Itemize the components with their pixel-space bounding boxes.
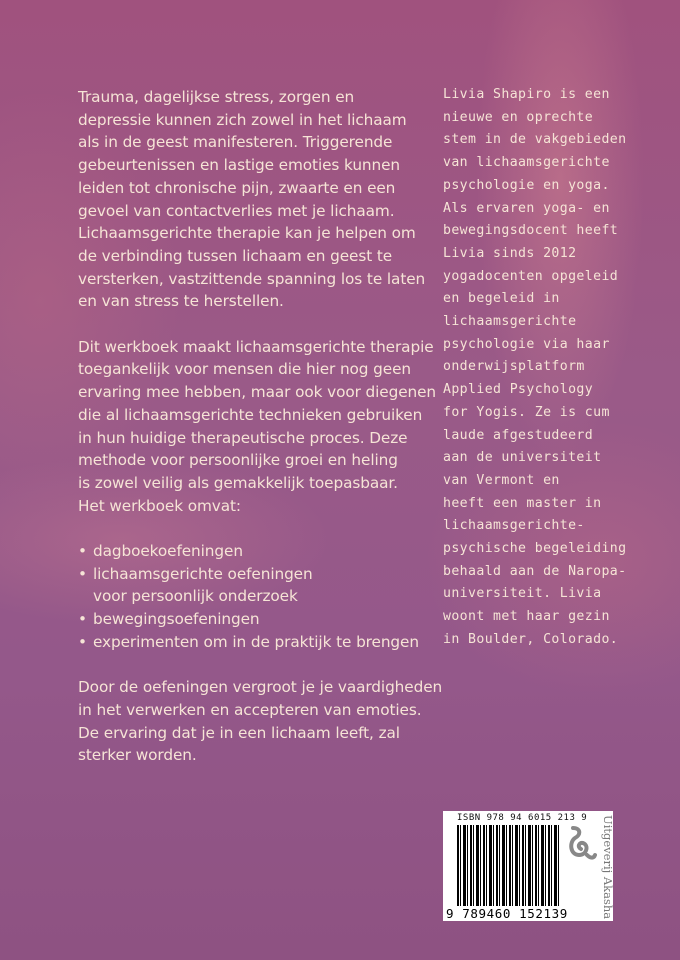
text-line: lichaamsgerichte <box>443 314 577 330</box>
text-line: universiteit. Livia <box>443 586 602 602</box>
text-line: in hun huidige therapeutische proces. Deze <box>78 428 408 447</box>
text-line: ervaring mee hebben, maar ook voor diegenen <box>78 383 437 402</box>
text-line: Dit werkboek maakt lichaamsgerichte therapie <box>78 337 434 356</box>
list-item <box>78 631 438 654</box>
text-line: onderwijsplatform <box>443 359 585 375</box>
text-line: Het werkboek omvat: <box>78 496 241 515</box>
text-line: gebeurtenissen en lastige emoties kunnen <box>78 156 401 175</box>
blurb-paragraph-1 <box>78 86 438 313</box>
text-line: van Vermont en <box>443 472 560 488</box>
list-item <box>78 563 438 608</box>
blurb-paragraph-2 <box>78 336 438 518</box>
text-line: Applied Psychology <box>443 382 594 398</box>
text-line: yogadocenten opgeleid <box>443 268 619 284</box>
isbn-number: 9 789460 152139 <box>446 906 568 921</box>
text-line: leiden tot chronische pijn, zwaarte en een <box>78 178 396 197</box>
text-line: en van stress te herstellen. <box>78 292 284 311</box>
text-line: bewegingsdocent heeft <box>443 223 619 239</box>
list-item-text: • bewegingsoefeningen <box>93 610 260 629</box>
barcode-bars <box>457 825 559 909</box>
text-line: laude afgestudeerd <box>443 427 594 443</box>
publisher-name: Uitgeverij Akasha <box>601 815 615 920</box>
text-line: toegankelijk voor mensen die hier nog geen <box>78 360 412 379</box>
text-line: Lichaamsgerichte therapie kan je helpen om <box>78 224 416 243</box>
text-line: methode voor persoonlijke groei en heling <box>78 451 398 470</box>
text-line: heeft een master in <box>443 495 602 511</box>
text-line: Trauma, dagelijkse stress, zorgen en <box>78 88 355 106</box>
text-line: versterken, vastzittende spanning los te laten <box>78 269 426 288</box>
text-line: als in de geest manifesteren. Triggerende <box>78 133 393 152</box>
text-line: sterker worden. <box>78 746 197 765</box>
contents-list <box>78 540 438 654</box>
text-line: Als ervaren yoga- en <box>443 200 610 216</box>
text-line: lichaamsgerichte- <box>443 518 585 534</box>
text-line: in het verwerken en accepteren van emoties. <box>78 700 422 719</box>
text-line: psychologie via haar <box>443 336 610 352</box>
text-line: psychologie en yoga. <box>443 177 610 193</box>
text-line: Livia sinds 2012 <box>443 245 577 261</box>
author-bio <box>443 84 626 652</box>
text-line: gevoel van contactverlies met je lichaam. <box>78 201 395 220</box>
blurb-paragraph-3 <box>78 676 443 767</box>
text-line: depressie kunnen zich zowel in het lichaam <box>78 110 407 129</box>
text-line: for Yogis. Ze is cum <box>443 404 610 420</box>
text-line: behaald aan de Naropa- <box>443 563 627 579</box>
text-line: in Boulder, Colorado. <box>443 631 619 647</box>
text-line: Livia Shapiro is een <box>443 87 610 102</box>
list-item-text: voor persoonlijk onderzoek <box>93 587 298 606</box>
isbn-barcode <box>443 811 613 921</box>
isbn-label: ISBN 978 94 6015 213 9 <box>457 813 588 823</box>
text-line: woont met haar gezin <box>443 609 610 625</box>
text-line: psychische begeleiding <box>443 541 627 557</box>
back-cover-blurb <box>78 86 443 790</box>
list-item <box>78 540 438 563</box>
text-line: Door de oefeningen vergroot je je vaardigheden <box>78 678 443 697</box>
text-line: is zowel veilig als gemakkelijk toepasbaar. <box>78 473 398 492</box>
text-line: de verbinding tussen lichaam en geest te <box>78 246 393 265</box>
text-line: aan de universiteit <box>443 450 602 466</box>
list-item-text: • experimenten om in de praktijk te brengen <box>93 632 419 651</box>
text-line: De ervaring dat je in een lichaam leeft, zal <box>78 723 400 742</box>
text-line: stem in de vakgebieden <box>443 132 627 148</box>
text-line: van lichaamsgerichte <box>443 155 610 171</box>
text-line: die al lichaamsgerichte technieken gebruiken <box>78 405 423 424</box>
publisher-logo-icon <box>567 825 597 865</box>
list-item-text: • dagboekoefeningen <box>93 542 243 561</box>
text-line: nieuwe en oprechte <box>443 109 594 125</box>
list-item <box>78 608 438 631</box>
list-item-text: • lichaamsgerichte oefeningen <box>93 564 313 583</box>
text-line: en begeleid in <box>443 291 560 307</box>
